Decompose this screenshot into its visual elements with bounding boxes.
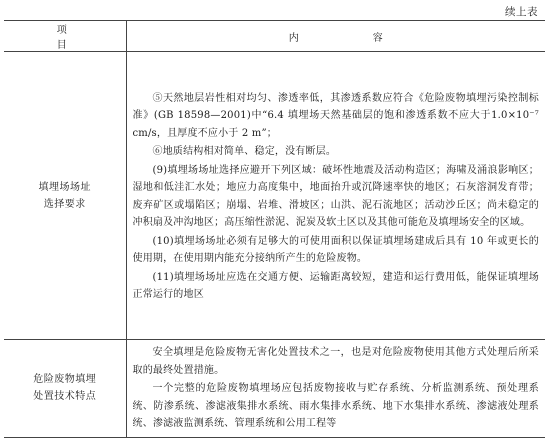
continued-label: 续上表 <box>505 6 538 18</box>
row-label-line: 填埋场场址 <box>38 181 91 193</box>
row-content-site-selection <box>126 52 545 340</box>
header-item: 项 目 <box>4 21 126 52</box>
table-row-disposal-features <box>4 340 545 438</box>
content-paragraph: ⑤天然地层岩性相对均匀、渗透率低，其渗透系数应符合《危险废物填埋污染控制标准》(GB 18598—2001)中“6.4 填埋场天然基础层的饱和渗透系数不应大于1.0×10⁻⁷ cm/s，且厚度不应小于 2 m”； <box>132 92 539 139</box>
content-paragraph: 安全填埋是危险废物无害化处置技术之一，也是对危险废物使用其他方式处理后所采取的最终处置措施。 <box>132 347 539 376</box>
row-label-disposal-features <box>4 340 126 438</box>
row-label-line: 处置技术特点 <box>33 391 97 403</box>
header-content: 内 容 <box>126 21 545 52</box>
table-header-row <box>4 21 545 52</box>
content-paragraph: (11)填埋场场址应选在交通方便、运输距离较短，建造和运行费用低，能保证填埋场正常运行的地区 <box>132 271 539 300</box>
row-content-disposal-features <box>126 340 545 438</box>
content-paragraph: (9)填埋场场址选择应避开下列区域：破坏性地震及活动构造区；海啸及涌浪影响区；湿地和低洼汇水处；地应力高度集中，地面抬升或沉降速率快的地区；石灰溶洞发育带；废弃矿区或塌陷区；崩塌、岩堆、滑坡区；山洪、泥石流地区；活动沙丘区；尚未稳定的冲积扇及冲沟地区；高压缩性淤泥、泥炭及软土区以及其他可能危及填埋场安全的区域。 <box>132 164 539 228</box>
requirements-table <box>4 20 545 438</box>
table-row-site-selection <box>4 52 545 340</box>
content-paragraph: (10)填埋场场址必须有足够大的可使用面积以保证填埋场建成后具有 10 年或更长的使用期，在使用期内能充分接纳所产生的危险废物。 <box>132 235 539 264</box>
row-label-line: 危险废物填埋 <box>33 374 97 386</box>
row-label-line: 选择要求 <box>43 198 86 210</box>
content-paragraph: 一个完整的危险废物填埋场应包括废物接收与贮存系统、分析监测系统、预处理系统、防渗系统、渗滤液集排水系统、雨水集排水系统、地下水集排水系统、渗滤液处理系统、渗滤液监测系统、管理系统和公用工程等 <box>132 383 539 429</box>
row-label-site-selection <box>4 52 126 340</box>
content-paragraph: ⑥地质结构相对简单、稳定，没有断层。 <box>152 146 337 157</box>
